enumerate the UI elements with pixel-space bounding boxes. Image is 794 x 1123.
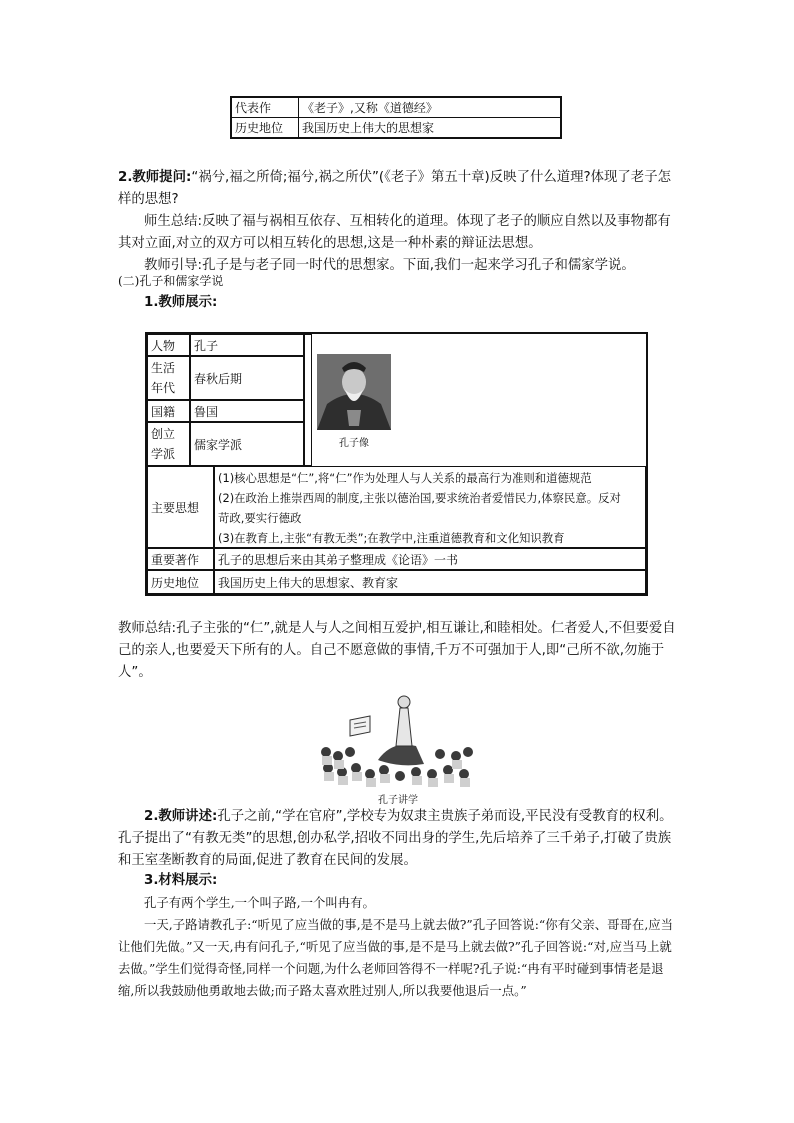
summary-paragraph: 师生总结:反映了福与祸相互依存、互相转化的道理。体现了老子的顺应自然以及事物都有其对立面,对立的双方可以相互转化的思想,这是一种朴素的辩证法思想。 <box>118 214 671 251</box>
lecture-illustration-icon <box>320 690 474 788</box>
confucius-table <box>145 332 648 596</box>
question-label: 2.教师提问: <box>118 170 192 185</box>
show-label: 1.教师展示: <box>144 295 218 310</box>
narration-paragraph <box>118 806 678 872</box>
table-row <box>231 97 561 118</box>
school-key: 创立学派 <box>147 422 190 466</box>
narration-label: 2.教师讲述: <box>144 809 218 824</box>
nation-value: 鲁国 <box>190 400 304 422</box>
thought-line: (1)核心思想是“仁”,将“仁”作为处理人与人关系的最高行为准则和道德规范 <box>218 471 592 485</box>
work-value: 孔子的思想后来由其弟子整理成《论语》一书 <box>214 548 646 570</box>
status-value: 我国历史上伟大的思想家、教育家 <box>214 570 646 594</box>
portrait-caption: 孔子像 <box>339 438 369 449</box>
thought-value <box>214 466 646 548</box>
thought-key: 主要思想 <box>147 466 214 548</box>
era-key: 生活年代 <box>147 356 190 400</box>
thought-line: (2)在政治上推崇西周的制度,主张以德治国,要求统治者爱惜民力,体察民意。反对 <box>218 491 621 505</box>
era-value: 春秋后期 <box>190 356 304 400</box>
table-divider <box>304 334 312 466</box>
person-value: 孔子 <box>190 334 304 356</box>
table-value: 《老子》,又称《道德经》 <box>299 97 562 118</box>
table-value: 我国历史上伟大的思想家 <box>299 118 562 139</box>
lecture-caption: 孔子讲学 <box>378 795 418 806</box>
confucius-portrait <box>317 354 391 430</box>
guide-paragraph: 教师引导:孔子是与老子同一时代的思想家。下面,我们一起来学习孔子和儒家学说。 <box>144 258 635 273</box>
material-label: 3.材料展示: <box>144 873 218 888</box>
thought-line: 苛政,要实行德政 <box>218 511 302 525</box>
table-key: 代表作 <box>231 97 299 118</box>
section-heading: (二)孔子和儒家学说 <box>118 274 224 288</box>
status-key: 历史地位 <box>147 570 214 594</box>
narration-text: 孔子之前,“学在官府”,学校专为奴隶主贵族子弟而设,平民没有受教育的权利。孔子提出了“有教无类”的思想,创办私学,招收不同出身的学生,先后培养了三千弟子,打破了贵族和王室垄断教育的局面,促进了教育在民间的发展。 <box>118 809 673 868</box>
summary-paragraph-2: 教师总结:孔子主张的“仁”,就是人与人之间相互爱护,相互谦让,和睦相处。仁者爱人,不但要爱自己的亲人,也要爱天下所有的人。自己不愿意做的事情,千万不可强加于人,即“己所不欲,勿施于人”。 <box>118 621 676 680</box>
school-value: 儒家学派 <box>190 422 304 466</box>
confucius-portrait-icon <box>317 354 391 430</box>
table-key: 历史地位 <box>231 118 299 139</box>
nation-key: 国籍 <box>147 400 190 422</box>
thought-line: (3)在教育上,主张“有教无类”;在教学中,注重道德教育和文化知识教育 <box>218 531 565 545</box>
person-key: 人物 <box>147 334 190 356</box>
question-text: “祸兮,福之所倚;福兮,祸之所伏”(《老子》第五十章)反映了什么道理?体现了老子怎样的思想? <box>118 170 671 207</box>
question-paragraph <box>118 167 678 211</box>
story-body: 一天,子路请教孔子:“听见了应当做的事,是不是马上就去做?”孔子回答说:“你有父亲、哥哥在,应当让他们先做。”又一天,冉有问孔子,“听见了应当做的事,是不是马上就去做?”孔子回答说:“对,应当马上就去做。”学生们觉得奇怪,同样一个问题,为什么老师回答得不一样呢?孔子说:“冉有平时碰到事情老是退缩,所以我鼓励他勇敢地去做;而子路太喜欢胜过别人,所以我要他退后一点。” <box>118 917 674 998</box>
story-intro: 孔子有两个学生,一个叫子路,一个叫冉有。 <box>144 895 375 910</box>
laozi-table <box>230 96 562 139</box>
table-row <box>231 118 561 139</box>
confucius-lecture-image <box>320 690 474 788</box>
work-key: 重要著作 <box>147 548 214 570</box>
